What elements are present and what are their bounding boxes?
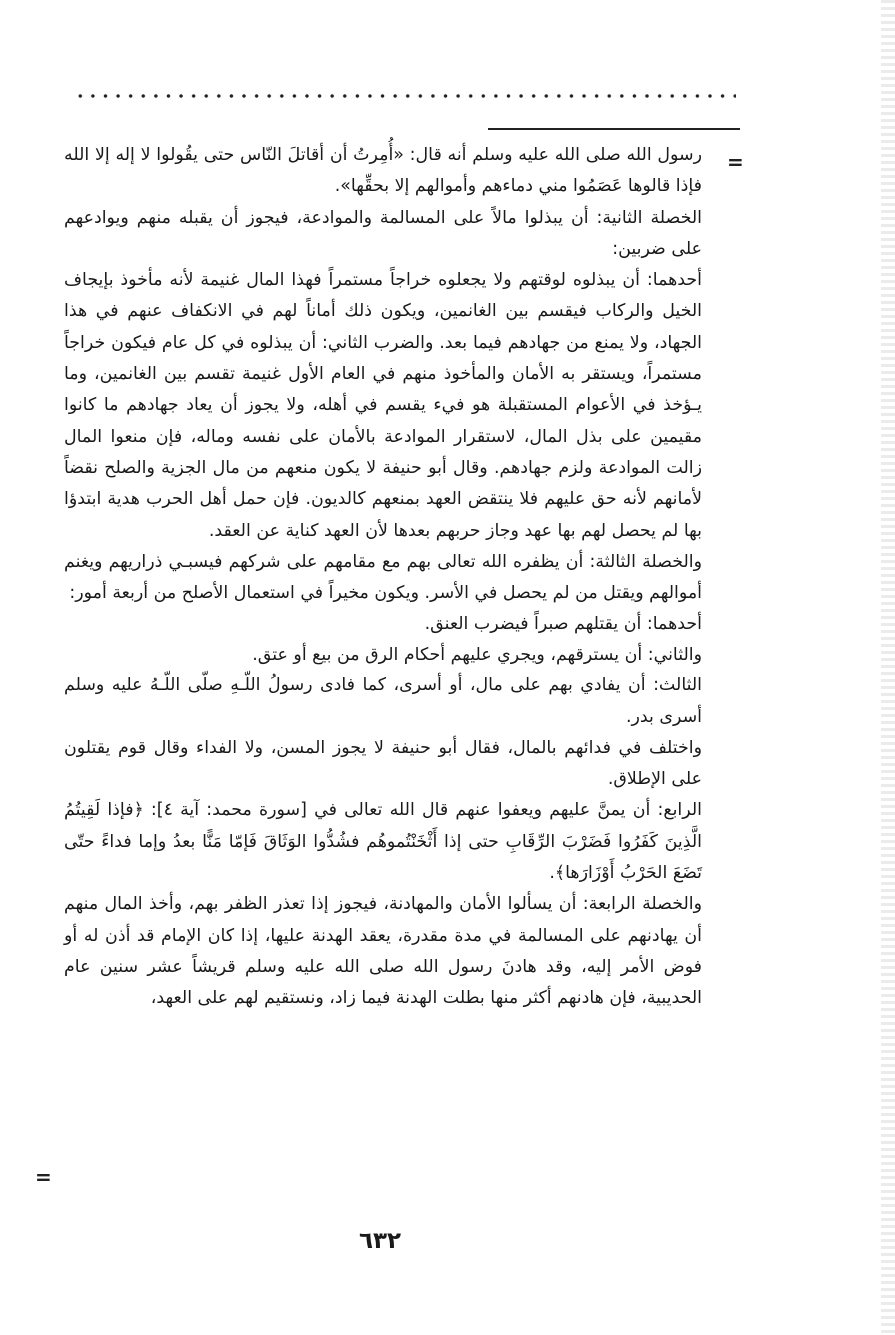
paragraph-third-trait: والخصلة الثالثة: أن يظفره الله تعالى بهم مع مقامهم على شركهم فيسبـي ذراريهم ويغنم أموالهم ويقتل من لم يحصل في الأسر. ويكون مخيراً في استعمال الأصلح من أربعة أمور: bbox=[64, 551, 702, 604]
page-body bbox=[64, 140, 702, 1015]
scan-edge-texture bbox=[881, 0, 895, 1335]
paragraph-option-three: الثالث: أن يفادي بهم على مال، أو أسرى، كما فادى رسولُ اللّـهِ صلّى اللّـهُ عليه وسلم أسرى بدر. bbox=[64, 675, 702, 727]
dotted-separator bbox=[74, 92, 736, 100]
paragraph-ransom-dispute: واختلف في فدائهم بالمال، فقال أبو حنيفة لا يجوز المسن، ولا الفداء وقال قوم يقتلون على الإطلاق. bbox=[64, 737, 702, 790]
continuation-mark-start: = bbox=[727, 150, 744, 174]
paragraph-hadith: رسول الله صلى الله عليه وسلم أنه قال: «أُمِرتُ أن أقاتلَ النّاس حتى يقُولوا لا إله إلا الله فإذا قالوها عَصَمُوا مني دماءهم وأموالهم إلا بحقِّها». bbox=[64, 145, 702, 197]
continuation-mark-end: = bbox=[35, 1165, 52, 1189]
paragraph-option-four: الرابع: أن يمنَّ عليهم ويعفوا عنهم قال الله تعالى في [سورة محمد: آية ٤]: ﴿فإذا لَقِيتُمُ الَّذِينَ كَفَرُوا فَضَرْبَ الرِّقَابِ حتى إذا أَثْخَنْتُموهُم فشُدُّوا الوَثَاقَ فَإمّا مَنًّا بعدُ وإما فداءً حتّى تَضَعَ الحَرْبُ أَوْزَارَها﴾. bbox=[64, 800, 702, 884]
paragraph-second-trait: الخصلة الثانية: أن يبذلوا مالاً على المسالمة والموادعة، فيجوز أن يقبله منهم ويوادعهم على ضربين: bbox=[64, 207, 702, 259]
page-number: ٦٣٢ bbox=[358, 1228, 402, 1254]
paragraph-option-two: والثاني: أن يسترقهم، ويجري عليهم أحكام الرق من بيع أو عتق. bbox=[252, 644, 702, 665]
paragraph-option-one: أحدهما: أن يقتلهم صبراً فيضرب العنق. bbox=[424, 614, 702, 635]
paragraph-fourth-trait: والخصلة الرابعة: أن يسألوا الأمان والمهادنة، فيجوز إذا تعذر الظفر بهم، وأخذ المال منهم أن يهادنهم على المسالمة في مدة مقدرة، يعقد الهدنة عليها، إذا كان الإمام قد أذن له أو فوض الأمر إليه، وقد هادنَ رسول الله صلى الله عليه وسلم قريشاً عشر سنين عام الحديبية، فإن هادنهم أكثر منها بطلت الهدنة فيما زاد، ونستقيم لهم على العهد، bbox=[64, 894, 702, 1009]
paragraph-two-types: أحدهما: أن يبذلوه لوقتهم ولا يجعلوه خراجاً مستمراً فهذا المال غنيمة لأنه مأخوذ بإيجاف الخيل والركاب فيقسم بين الغانمين، ويكون ذلك أماناً لهم في الانكفاف عنهم في هذا الجهاد، ولا يمنع من جهادهم فيما بعد. والضرب الثاني: أن يبذلوه في كل عام فيكون خراجاً مستمراً، ويستقر به الأمان والمأخوذ منهم في العام الأول غنيمة تقسم بين الغانمين، وما يـؤخذ في الأعوام المستقبلة هو فيء يقسم في أهله، ولا يجوز أن يعاد جهادهم ما كانوا مقيمين على بذل المال، لاستقرار الموادعة بالأمان على نفسه وماله، فإن منعوا المال زالت الموادعة ولزم جهادهم. وقال أبو حنيفة لا يكون منعهم من مال الجزية والصلح نقضاً لأمانهم لأنه حق عليهم فلا ينتقض العهد بمنعهم كالديون. فإن حمل أهل الحرب هدية ابتدؤا بها لم يحصل لهم بها عهد وجاز حربهم بعدها لأن العهد كناية عن العقد. bbox=[64, 270, 702, 541]
footnote-rule bbox=[488, 128, 740, 130]
